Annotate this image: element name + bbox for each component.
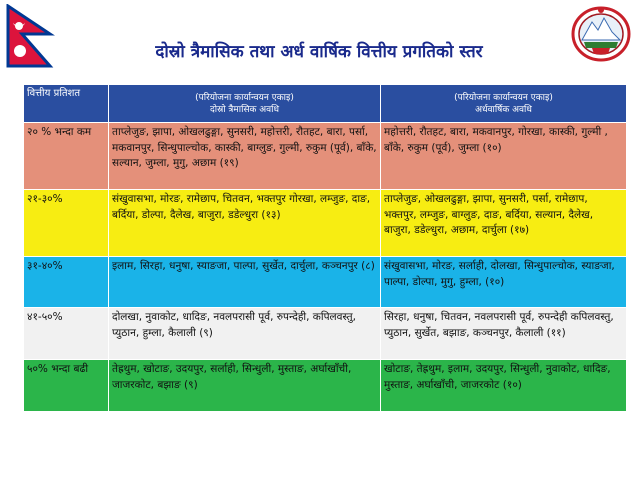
half-year-cell: सिरहा, धनुषा, चितवन, नवलपरासी पूर्व, रुपन्देही कपिलवस्तु, प्युठान, सुर्खेत, बझाङ, कञ्चनपुर, कैलाली (११)	[381, 308, 627, 360]
second-quarter-cell: इलाम, सिरहा, धनुषा, स्याङजा, पाल्पा, सुर्खेत, दार्चुला, कञ्चनपुर (८)	[109, 257, 381, 308]
header-financial-percentage: वित्तीय प्रतिशत	[24, 85, 109, 123]
table-row	[24, 123, 627, 190]
second-quarter-cell: दोलखा, नुवाकोट, धादिङ, नवलपरासी पूर्व, रुपन्देही, कपिलवस्तु, प्युठान, हुम्ला, कैलाली (९)	[109, 308, 381, 360]
header-half-year-unit: (परियोजना कार्यान्वयन एकाइ)	[454, 92, 553, 103]
header-half-year-period: अर्धवार्षिक अवधि	[475, 104, 532, 115]
second-quarter-cell: संखुवासभा, मोरङ, रामेछाप, चितवन, भक्तपुर गोरखा, लम्जुङ, दाङ, बर्दिया, डोल्पा, दैलेख, बाजुरा, डडेल्धुरा (१३)	[109, 190, 381, 257]
second-quarter-cell: ताप्लेजुङ, झापा, ओखलढुङ्गा, सुनसरी, महोत्तरी, रौतहट, बारा, पर्सा, मकवानपुर, सिन्धुपाल्चोक, कास्की, बाग्लुङ, गुल्मी, रुकुम (पूर्व), बाँके, सल्यान, जुम्ला, मुगु, अछाम (१९)	[109, 123, 381, 190]
range-cell: ३१-४०%	[24, 257, 109, 308]
range-cell: २० % भन्दा कम	[24, 123, 109, 190]
second-quarter-cell: तेह्रथुम, खोटाङ, उदयपुर, सर्लाही, सिन्धुली, मुस्ताङ, अर्घाखाँची, जाजरकोट, बझाङ (९)	[109, 360, 381, 412]
range-cell: ५०% भन्दा बढी	[24, 360, 109, 412]
financial-progress-table	[23, 84, 627, 412]
half-year-cell: महोत्तरी, रौतहट, बारा, मकवानपुर, गोरखा, कास्की, गुल्मी , बाँके, रुकुम (पूर्व), जुम्ला (१०)	[381, 123, 627, 190]
range-cell: २१-३०%	[24, 190, 109, 257]
header-second-quarter-unit: (परियोजना कार्यान्वयन एकाइ)	[195, 92, 294, 103]
range-cell: ४१-५०%	[24, 308, 109, 360]
table-row	[24, 190, 627, 257]
half-year-cell: ताप्लेजुङ, ओखलढुङ्गा, झापा, सुनसरी, पर्सा, रामेछाप, भक्तपुर, लम्जुङ, बाग्लुङ, दाङ, बर्दिया, सल्यान, दैलेख, बाजुरा, डडेल्धुरा, अछाम, दार्चुला (१७)	[381, 190, 627, 257]
table-row	[24, 360, 627, 412]
nepal-emblem-icon	[570, 2, 632, 64]
page-title: दोस्रो त्रैमासिक तथा अर्ध वार्षिक वित्तीय प्रगतिको स्तर	[155, 42, 483, 62]
header-second-quarter	[109, 85, 381, 123]
half-year-cell: खोटाङ, तेह्रथुम, इलाम, उदयपुर, सिन्धुली, नुवाकोट, धादिङ, मुस्ताङ, अर्घाखाँची, जाजरकोट (१०)	[381, 360, 627, 412]
header-half-year	[381, 85, 627, 123]
table-header-row	[24, 85, 627, 123]
table-row	[24, 308, 627, 360]
header-second-quarter-period: दोस्रो त्रैमासिक अवधि	[209, 104, 280, 115]
half-year-cell: संखुवासभा, मोरङ, सर्लाही, दोलखा, सिन्धुपाल्चोक, स्याङजा, पाल्पा, डोल्पा, मुगु, हुम्ला, (१०)	[381, 257, 627, 308]
nepal-flag-icon	[6, 4, 56, 70]
table-row	[24, 257, 627, 308]
